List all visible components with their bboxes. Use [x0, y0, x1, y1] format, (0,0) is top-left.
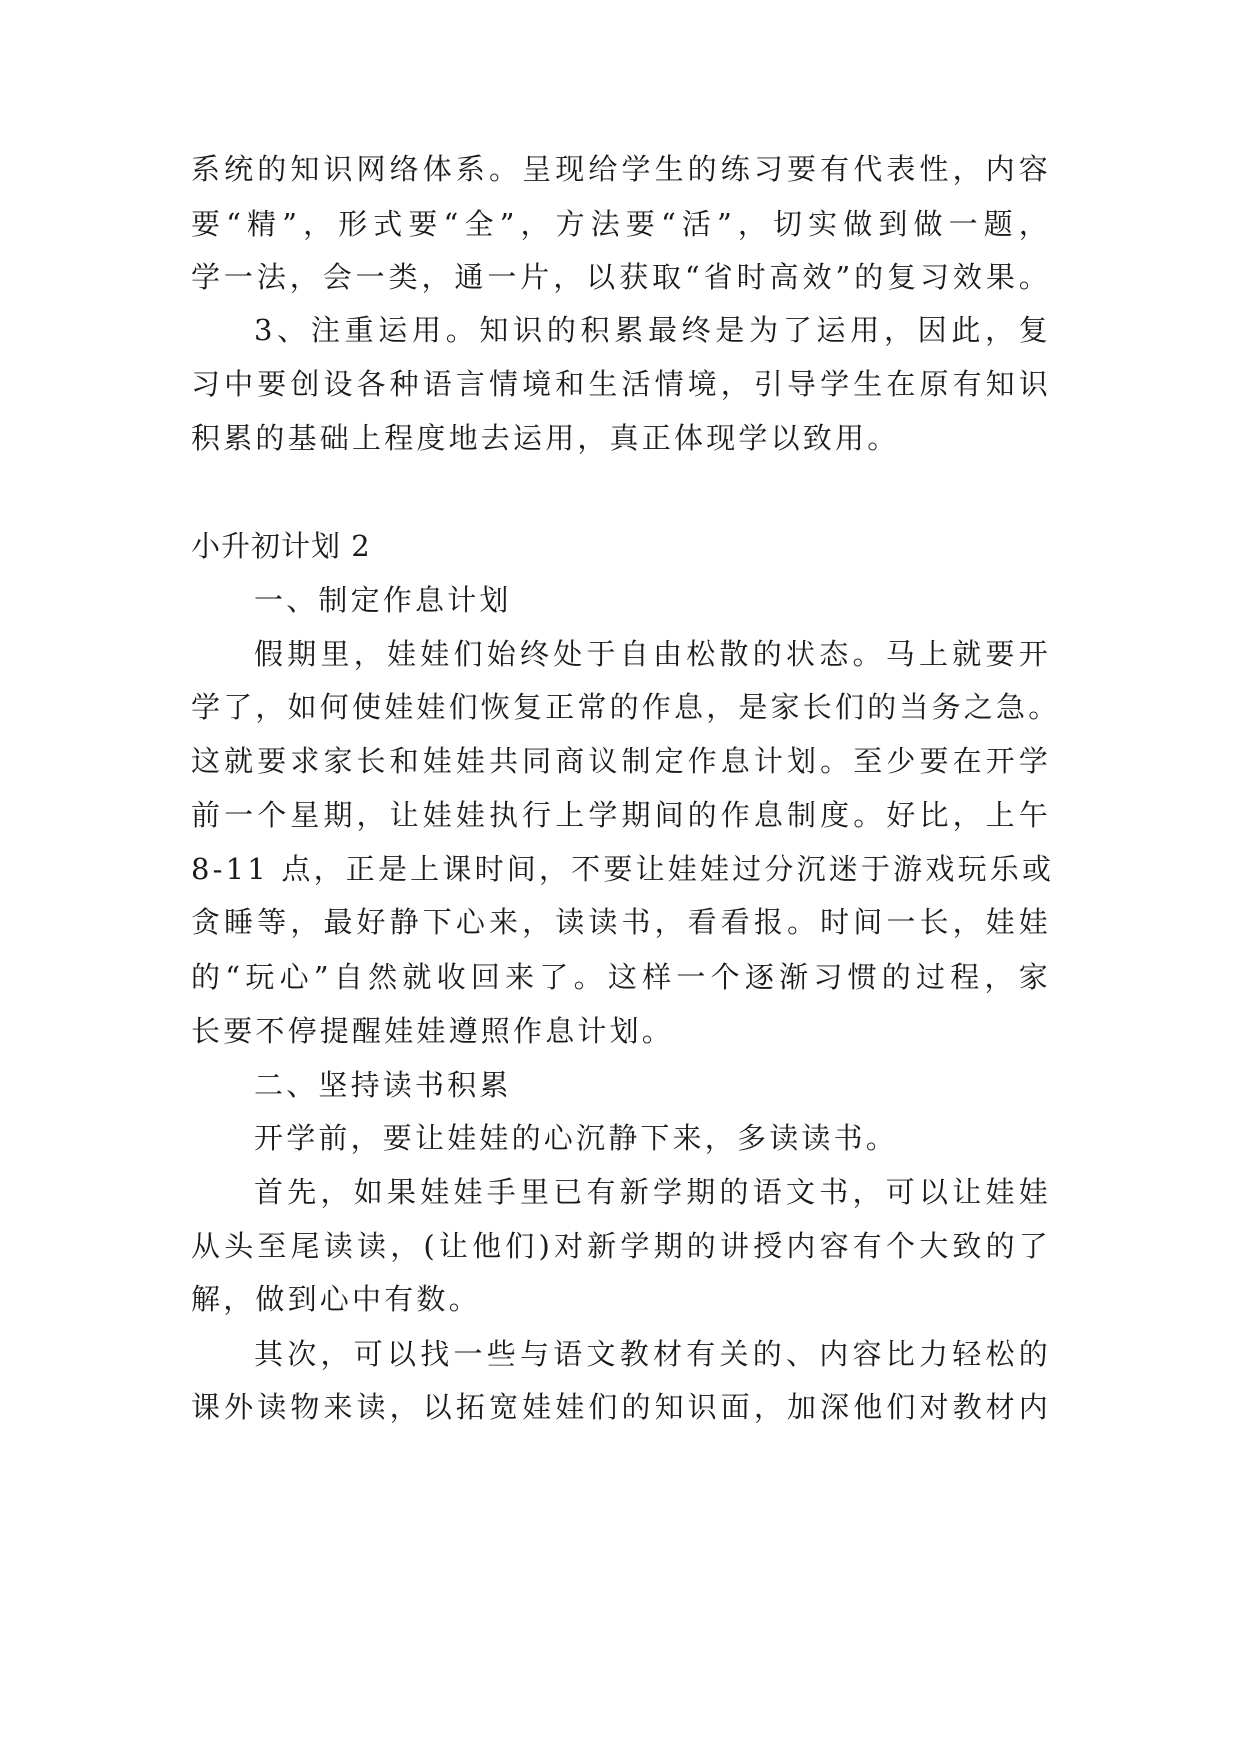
paragraph-line: 解，做到心中有数。 [191, 1282, 481, 1316]
paragraph-line: 学了，如何使娃娃们恢复正常的作息，是家长们的当务之急。 [191, 690, 1061, 724]
paragraph-line: 这就要求家长和娃娃共同商议制定作息计划。至少要在开学 [191, 744, 1051, 778]
paragraph-line: 积累的基础上程度地去运用，真正体现学以致用。 [191, 421, 900, 455]
paragraph-line: 开学前，要让娃娃的心沉静下来，多读读书。 [254, 1121, 899, 1155]
paragraph-line: 前一个星期，让娃娃执行上学期间的作息制度。好比，上午 [191, 798, 1051, 832]
paragraph-line: 的“玩心”自然就收回来了。这样一个逐渐习惯的过程，家 [191, 960, 1051, 994]
paragraph-line: 从头至尾读读，(让他们)对新学期的讲授内容有个大致的了 [191, 1229, 1051, 1263]
subheading: 一、制定作息计划 [254, 583, 512, 617]
paragraph-line: 学一法，会一类，通一片，以获取“省时高效”的复习效果。 [191, 260, 1051, 294]
paragraph-line: 其次，可以找一些与语文教材有关的、内容比力轻松的 [254, 1337, 1051, 1371]
paragraph-line: 贪睡等，最好静下心来，读读书，看看报。时间一长，娃娃 [191, 905, 1051, 939]
paragraph-line: 首先，如果娃娃手里已有新学期的语文书，可以让娃娃 [254, 1175, 1051, 1209]
paragraph-line: 8-11 点，正是上课时间，不要让娃娃过分沉迷于游戏玩乐或 [191, 852, 1055, 886]
paragraph-line: 假期里，娃娃们始终处于自由松散的状态。马上就要开 [254, 637, 1051, 671]
paragraph-line: 课外读物来读，以拓宽娃娃们的知识面，加深他们对教材内 [191, 1390, 1051, 1424]
paragraph-line: 要“精”，形式要“全”，方法要“活”，切实做到做一题， [191, 207, 1051, 241]
section-title: 小升初计划 2 [191, 529, 371, 563]
subheading: 二、坚持读书积累 [254, 1068, 512, 1102]
paragraph-line: 3、注重运用。知识的积累最终是为了运用，因此，复 [254, 313, 1051, 347]
paragraph-line: 习中要创设各种语言情境和生活情境，引导学生在原有知识 [191, 367, 1051, 401]
paragraph-line: 系统的知识网络体系。呈现给学生的练习要有代表性，内容 [191, 152, 1051, 186]
paragraph-line: 长要不停提醒娃娃遵照作息计划。 [191, 1014, 675, 1048]
